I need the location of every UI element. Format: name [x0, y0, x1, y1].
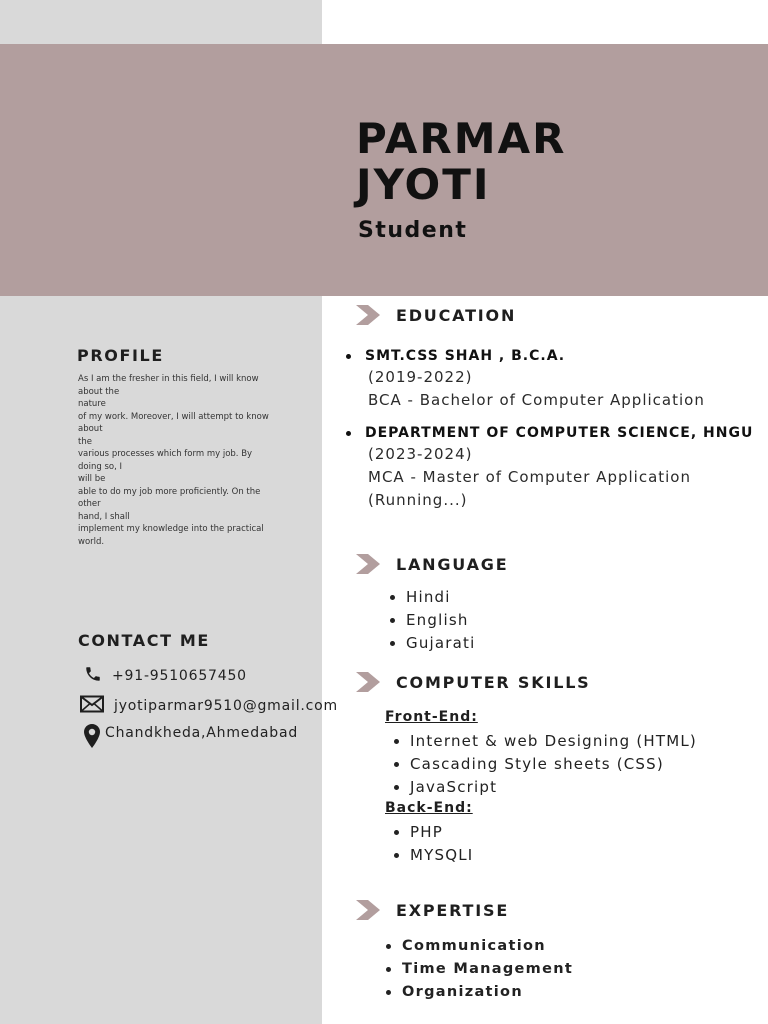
- chevron-icon: [356, 553, 382, 575]
- backend-label: Back-End:: [385, 800, 473, 816]
- skill-item: MYSQLI: [392, 844, 473, 867]
- skill-item: PHP: [392, 821, 473, 844]
- chevron-icon: [356, 304, 382, 326]
- education-heading: EDUCATION: [396, 305, 517, 325]
- frontend-skills-list: [392, 730, 697, 799]
- language-section-header: [356, 553, 508, 575]
- skills-heading: COMPUTER SKILLS: [396, 672, 591, 692]
- education-degree: BCA - Bachelor of Computer Application: [368, 391, 705, 409]
- expertise-item: Communication: [384, 935, 573, 958]
- education-item: [344, 348, 768, 412]
- skill-item: Internet & web Designing (HTML): [392, 730, 697, 753]
- education-status: (Running...): [368, 491, 468, 509]
- name-last: JYOTI: [356, 160, 491, 209]
- location-pin-icon: [83, 723, 101, 753]
- profile-text: As I am the fresher in this field, I will know about the nature of my work. Moreover, I will attempt to know about the various processes which form my job. By doing so, I will be able to do my job more proficiently. On the other hand, I shall implement my knowledge into the practical world.: [78, 374, 269, 547]
- skill-item: Cascading Style sheets (CSS): [392, 753, 697, 776]
- chevron-icon: [356, 899, 382, 921]
- expertise-section-header: [356, 899, 509, 921]
- contact-email-row: [80, 695, 338, 717]
- contact-phone-row: [84, 665, 247, 687]
- phone-icon: [84, 665, 102, 687]
- name-first: PARMAR: [356, 114, 567, 163]
- education-institution: DEPARTMENT OF COMPUTER SCIENCE, HNGU: [344, 425, 768, 441]
- language-item: Gujarati: [388, 632, 476, 655]
- expertise-list: [384, 935, 573, 1004]
- education-years: (2023-2024): [368, 445, 473, 463]
- expertise-item: Organization: [384, 981, 573, 1004]
- education-degree: MCA - Master of Computer Application: [368, 468, 691, 486]
- frontend-label: Front-End:: [385, 709, 478, 725]
- contact-email: jyotiparmar9510@gmail.com: [114, 698, 338, 714]
- expertise-item: Time Management: [384, 958, 573, 981]
- education-institution: SMT.CSS SHAH , B.C.A.: [344, 348, 768, 364]
- mail-icon: [80, 695, 104, 717]
- contact-heading: CONTACT ME: [78, 631, 210, 650]
- profile-heading: PROFILE: [77, 346, 164, 365]
- candidate-role: Student: [358, 218, 468, 243]
- backend-skills-list: [392, 821, 473, 867]
- language-heading: LANGUAGE: [396, 554, 509, 574]
- candidate-name: [356, 116, 566, 208]
- skills-section-header: [356, 671, 591, 693]
- expertise-heading: EXPERTISE: [396, 900, 510, 920]
- language-item: Hindi: [388, 586, 476, 609]
- contact-address: Chandkheda,Ahmedabad: [105, 725, 299, 741]
- language-list: [388, 586, 476, 655]
- contact-phone: +91-9510657450: [112, 668, 247, 684]
- language-item: English: [388, 609, 476, 632]
- education-years: (2019-2022): [368, 368, 473, 386]
- education-section-header: [356, 304, 516, 326]
- education-item: [344, 425, 768, 512]
- contact-address-row: [83, 723, 298, 753]
- chevron-icon: [356, 671, 382, 693]
- skill-item: JavaScript: [392, 776, 697, 799]
